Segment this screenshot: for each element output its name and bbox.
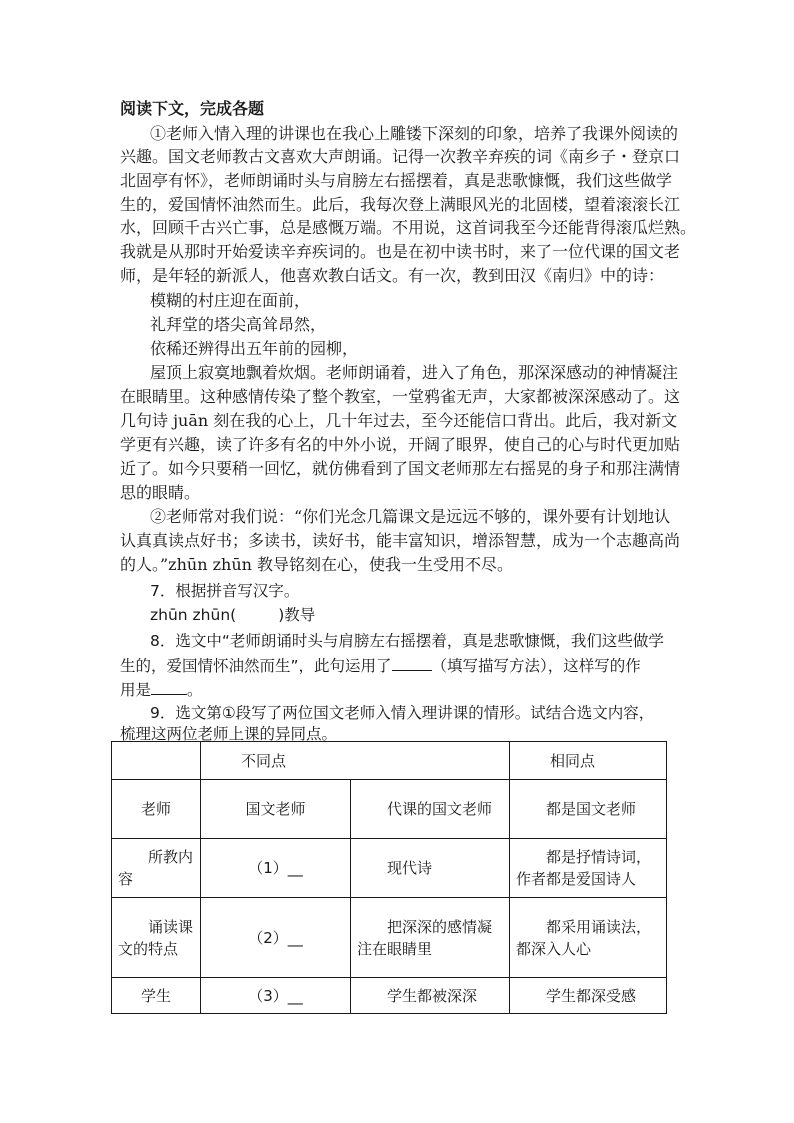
table-row xyxy=(112,978,667,1014)
poem-line: 依稀还辨得出五年前的园柳， xyxy=(150,339,359,358)
passage-line: 生的，爱国情怀油然而生。此后，我每次登上满眼风光的北固楼，望着滚滚长江 xyxy=(120,195,681,214)
question-8-line xyxy=(120,678,680,701)
cell-a[interactable]: （3）__ xyxy=(201,978,351,1014)
pinyin-tail: )教导 xyxy=(278,606,316,624)
section-title: 阅读下文，完成各题 xyxy=(120,99,265,118)
passage-line: 水，回顾千古兴亡事，总是感慨万端。不用说，这首词我至今还能背得滚瓜烂熟。 xyxy=(120,218,697,237)
passage-line: 的人。”zhūn zhūn 教导铭刻在心，使我一生受用不尽。 xyxy=(120,555,514,574)
row-label: 老师 xyxy=(112,780,201,839)
question-7-pinyin xyxy=(150,604,710,626)
passage-line: 我就是从那时开始爱读辛弃疾词的。也是在初中读书时，来了一位代课的国文老 xyxy=(120,242,681,261)
question-8-text: 用是 xyxy=(120,681,152,699)
table-corner-cell xyxy=(112,742,201,780)
passage-line: ②老师常对我们说：“你们光念几篇课文是远远不够的，课外要有计划地认 xyxy=(150,507,671,526)
cell-same: 都是国文老师 xyxy=(510,780,667,839)
cell-b: 现代诗 xyxy=(351,839,510,898)
passage-line: 在眼睛里。这种感情传染了整个教室，一堂鸦雀无声，大家都被深深感动了。这 xyxy=(120,387,681,406)
table-row xyxy=(112,839,667,898)
passage-line: 学更有兴趣，读了许多有名的中外小说，开阔了眼界，使自己的心与时代更加贴 xyxy=(120,435,681,454)
question-9-line: 梳理这两位老师上课的异同点。 xyxy=(120,725,338,743)
table-header-row xyxy=(112,742,667,780)
answer-blank[interactable] xyxy=(151,678,187,695)
cell-a[interactable]: （2）__ xyxy=(201,898,351,978)
cell-a[interactable]: （1）__ xyxy=(201,839,351,898)
passage-line: 几句诗 juān 刻在我的心上，几十年过去，至今还能信口背出。此后，我对新文 xyxy=(120,411,678,430)
comparison-table xyxy=(111,741,667,1014)
passage-line: 思的眼睛。 xyxy=(120,483,201,502)
question-8-text: 生的，爱国情怀油然而生”，此句运用了 xyxy=(120,657,392,675)
cell-b: 把深深的感情凝注在眼睛里 xyxy=(351,898,510,978)
passage-line: 近了。如今只要稍一回忆，就仿佛看到了国文老师那左右摇晃的身子和那注满情 xyxy=(120,459,681,478)
row-label: 学生 xyxy=(112,978,201,1014)
cell-b: 学生都被深深 xyxy=(351,978,510,1014)
question-9-line: 9．选文第①段写了两位国文老师入情入理讲课的情形。试结合选文内容， xyxy=(150,704,655,722)
header-same: 相同点 xyxy=(510,742,667,780)
poem-line: 礼拜堂的塔尖高耸昂然， xyxy=(150,315,327,334)
passage-line: 屋顶上寂寞地飘着炊烟。老师朗诵着，进入了角色，那深深感动的神情凝注 xyxy=(150,363,679,382)
row-label: 诵读课文的特点 xyxy=(112,898,201,978)
cell-a: 国文老师 xyxy=(201,780,351,839)
cell-same: 都是抒情诗词，作者都是爱国诗人 xyxy=(510,839,667,898)
passage-line: 认真真读点好书；多读书，读好书，能丰富知识，增添智慧，成为一个志趣高尚 xyxy=(120,531,681,550)
passage-line: 师，是年轻的新派人，他喜欢教白话文。有一次，教到田汉《南归》中的诗： xyxy=(120,266,665,285)
answer-blank[interactable] xyxy=(392,654,432,671)
pinyin-text: zhūn zhūn( xyxy=(150,606,237,624)
table-row xyxy=(112,780,667,839)
row-label: 所教内容 xyxy=(112,839,201,898)
cell-same: 都采用诵读法，都深入人心 xyxy=(510,898,667,978)
passage-line: 北固亭有怀》，老师朗诵时头与肩膀左右摇摆着，真是悲歌慷慨，我们这些做学 xyxy=(120,171,673,190)
passage-line: 兴趣。国文老师教古文喜欢大声朗诵。记得一次教辛弃疾的词《南乡子・登京口 xyxy=(120,147,681,166)
question-8-text: 。 xyxy=(187,681,203,699)
cell-b: 代课的国文老师 xyxy=(351,780,510,839)
poem-line: 模糊的村庄迎在面前， xyxy=(150,291,311,310)
answer-blank[interactable] xyxy=(236,604,278,620)
cell-same: 学生都深受感 xyxy=(510,978,667,1014)
question-8-line: 8．选文中“老师朗诵时头与肩膀左右摇摆着，真是悲歌慷慨，我们这些做学 xyxy=(150,632,664,650)
table-row xyxy=(112,898,667,978)
header-diff: 不同点 xyxy=(201,742,510,780)
passage-line: ①老师入情入理的讲课也在我心上雕镂下深刻的印象，培养了我课外阅读的 xyxy=(150,124,679,143)
question-8-line xyxy=(120,654,680,677)
question-8-text: （填写描写方法），这样写的作 xyxy=(431,657,641,675)
question-7: 7．根据拼音写汉字。 xyxy=(150,582,300,600)
